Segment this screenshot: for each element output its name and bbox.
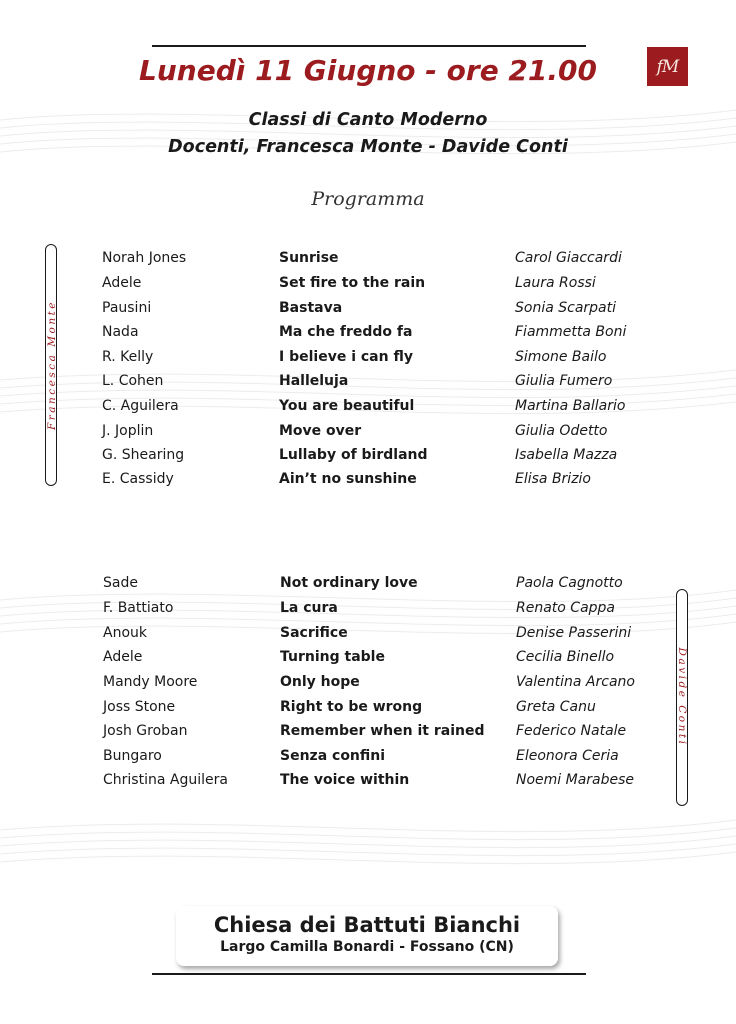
song-title: Right to be wrong (280, 699, 423, 715)
artist: Josh Groban (103, 723, 188, 739)
bottom-rule (152, 973, 586, 975)
teacher-label-right: Davide Conti (676, 647, 688, 747)
singer: Sonia Scarpati (515, 300, 617, 316)
singer: Martina Ballario (515, 398, 626, 414)
artist: E. Cassidy (102, 471, 174, 487)
singer: Greta Canu (516, 699, 596, 715)
singer: Federico Natale (516, 723, 627, 739)
artist: Sade (103, 575, 138, 591)
artist: Joss Stone (103, 699, 176, 715)
artist: C. Aguilera (102, 398, 179, 414)
song-title: Bastava (279, 300, 343, 316)
artist: Christina Aguilera (103, 772, 228, 788)
song-title: I believe i can fly (279, 349, 413, 365)
artist: G. Shearing (102, 447, 185, 463)
song-title: Only hope (280, 674, 360, 690)
artist: J. Joplin (102, 423, 154, 439)
song-title: Lullaby of birdland (279, 447, 428, 463)
artist: R. Kelly (102, 349, 154, 365)
song-title: The voice within (280, 772, 410, 788)
singer: Cecilia Binello (516, 649, 615, 665)
artist: F. Battiato (103, 600, 174, 616)
artist: Mandy Moore (103, 674, 198, 690)
programma-heading: Programma (311, 188, 425, 210)
song-title: Ma che freddo fa (279, 324, 413, 340)
artist: Pausini (102, 300, 152, 316)
song-title: Remember when it rained (280, 723, 485, 739)
artist: Nada (102, 324, 139, 340)
singer: Giulia Odetto (515, 423, 608, 439)
artist: Norah Jones (102, 250, 187, 266)
artist: Anouk (103, 625, 147, 641)
song-title: Ain’t no sunshine (279, 471, 417, 487)
song-title: Turning table (280, 649, 385, 665)
singer: Denise Passerini (516, 625, 632, 641)
artist: L. Cohen (102, 373, 164, 389)
singer: Laura Rossi (515, 275, 596, 291)
singer: Renato Cappa (516, 600, 616, 616)
venue-box (176, 906, 558, 966)
song-title: Halleluja (279, 373, 349, 389)
song-title: Sunrise (279, 250, 339, 266)
singer: Eleonora Ceria (516, 748, 619, 764)
teacher-label-left: Francesca Monte (46, 299, 58, 431)
event-teachers: Docenti, Francesca Monte - Davide Conti (168, 137, 568, 157)
song-title: Set fire to the rain (279, 275, 426, 291)
singer: Carol Giaccardi (515, 250, 622, 266)
song-title: Not ordinary love (280, 575, 418, 591)
song-title: La cura (280, 600, 338, 616)
song-title: Sacrifice (280, 625, 348, 641)
song-title: Move over (279, 423, 362, 439)
singer: Simone Bailo (515, 349, 607, 365)
singer: Giulia Fumero (515, 373, 613, 389)
song-title: You are beautiful (279, 398, 415, 414)
venue-name: Chiesa dei Battuti Bianchi (213, 913, 521, 937)
singer: Fiammetta Boni (515, 324, 627, 340)
singer: Paola Cagnotto (516, 575, 623, 591)
singer: Valentina Arcano (516, 674, 635, 690)
event-subtitle: Classi di Canto Moderno (248, 110, 488, 130)
singer: Elisa Brizio (515, 471, 592, 487)
venue-address: Largo Camilla Bonardi - Fossano (CN) (220, 939, 514, 955)
artist: Adele (102, 275, 142, 291)
artist: Bungaro (103, 748, 162, 764)
top-rule (152, 45, 586, 47)
artist: Adele (103, 649, 143, 665)
event-title: Lunedì 11 Giugno - ore 21.00 (139, 54, 597, 87)
singer: Noemi Marabese (516, 772, 635, 788)
song-title: Senza confini (280, 748, 386, 764)
logo-text: fM (656, 56, 679, 77)
singer: Isabella Mazza (515, 447, 618, 463)
